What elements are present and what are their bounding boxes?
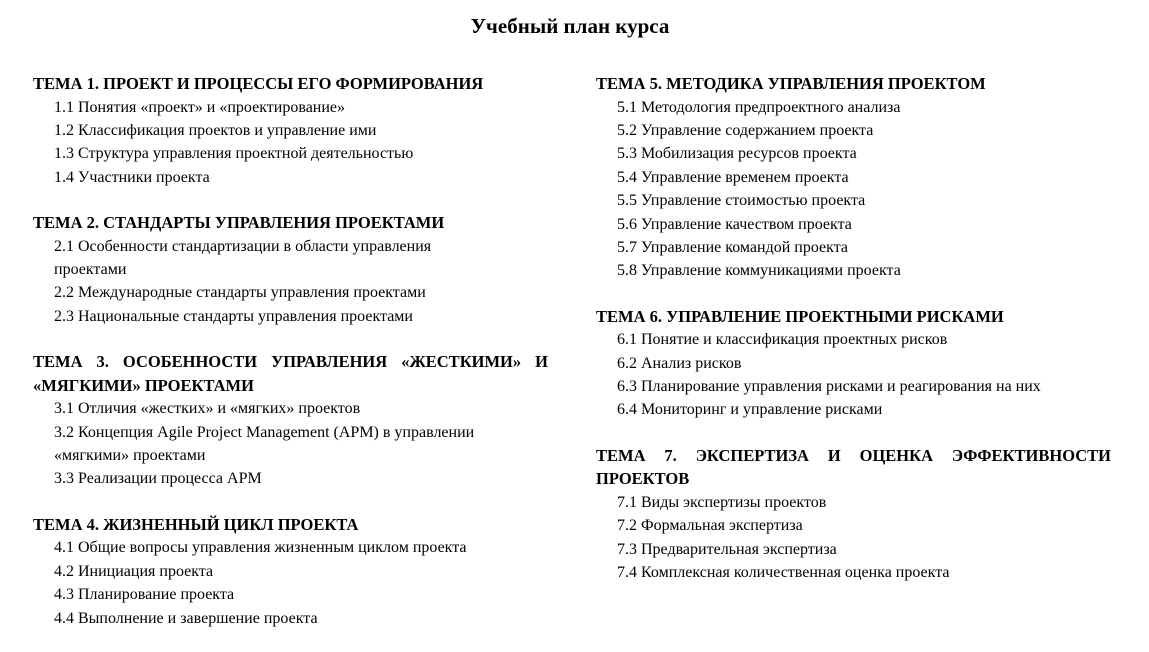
topic-item: 6.1 Понятие и классификация проектных рисков: [617, 331, 948, 349]
topic-item: 3.2 Концепция Agile Project Management (APM) в управлении «мягкими» проектами: [54, 423, 475, 465]
page-title: Учебный план курса: [470, 14, 670, 38]
topic-item: 1.3 Структура управления проектной деятельностью: [54, 145, 414, 163]
topic-items: [33, 397, 548, 491]
topic-item: 1.2 Классификация проектов и управление ими: [54, 121, 377, 139]
topic-item: 3.3 Реализации процесса APM: [54, 470, 262, 488]
topic-item: 5.4 Управление временем проекта: [617, 168, 849, 186]
topic-item: 4.4 Выполнение и завершение проекта: [54, 609, 318, 627]
topic-item: 6.4 Мониторинг и управление рисками: [617, 401, 883, 419]
topic-items: [33, 536, 548, 630]
topic-item: 6.2 Анализ рисков: [617, 354, 742, 372]
topic-5: [596, 72, 1111, 283]
topic-item: 7.3 Предварительная экспертиза: [617, 540, 837, 558]
topic-heading: ТЕМА 6. УПРАВЛЕНИЕ ПРОЕКТНЫМИ РИСКАМИ: [596, 306, 1004, 326]
topic-item: 2.3 Национальные стандарты управления проектами: [54, 307, 413, 325]
right-column: [596, 72, 1111, 607]
topic-item: 4.2 Инициация проекта: [54, 562, 214, 580]
topic-4: [33, 513, 548, 630]
topic-items: [596, 96, 1111, 283]
topic-item: 5.1 Методология предпроектного анализа: [617, 98, 901, 116]
topic-item: 1.1 Понятия «проект» и «проектирование»: [54, 98, 346, 116]
topic-item: 5.5 Управление стоимостью проекта: [617, 192, 866, 210]
topic-3: [33, 350, 548, 491]
topic-2: [33, 211, 548, 328]
topic-item: 7.4 Комплексная количественная оценка проекта: [617, 564, 950, 582]
topic-item: 2.1 Особенности стандартизации в области управления проектами: [54, 237, 432, 279]
topic-item: 5.7 Управление командой проекта: [617, 238, 848, 256]
topic-item: 2.2 Международные стандарты управления проектами: [54, 284, 426, 302]
topic-item: 4.1 Общие вопросы управления жизненным циклом проекта: [54, 539, 467, 557]
topic-heading: ТЕМА 3. ОСОБЕННОСТИ УПРАВЛЕНИЯ «ЖЕСТКИМИ» И «МЯГКИМИ» ПРОЕКТАМИ: [33, 352, 548, 395]
left-column: [33, 72, 548, 652]
topic-6: [596, 305, 1111, 422]
topic-items: [596, 491, 1111, 585]
topic-item: 5.6 Управление качеством проекта: [617, 215, 852, 233]
topic-heading: ТЕМА 2. СТАНДАРТЫ УПРАВЛЕНИЯ ПРОЕКТАМИ: [33, 213, 445, 233]
topic-item: 5.3 Мобилизация ресурсов проекта: [617, 145, 857, 163]
topic-heading: ТЕМА 5. МЕТОДИКА УПРАВЛЕНИЯ ПРОЕКТОМ: [596, 74, 986, 93]
topic-item: 5.8 Управление коммуникациями проекта: [617, 262, 901, 280]
topic-item: 1.4 Участники проекта: [54, 168, 210, 186]
topic-items: [33, 96, 548, 190]
topic-item: 7.2 Формальная экспертиза: [617, 517, 803, 535]
topic-item: 3.1 Отличия «жестких» и «мягких» проектов: [54, 400, 361, 418]
topic-item: 5.2 Управление содержанием проекта: [617, 121, 874, 139]
topic-7: [596, 444, 1111, 585]
topic-items: [33, 235, 548, 329]
topic-1: [33, 72, 548, 189]
topic-items: [596, 328, 1111, 422]
topic-item: 7.1 Виды экспертизы проектов: [617, 493, 827, 511]
topic-item: 6.3 Планирование управления рисками и реагирования на них: [617, 378, 1041, 396]
topic-heading: ТЕМА 7. ЭКСПЕРТИЗА И ОЦЕНКА ЭФФЕКТИВНОСТИ ПРОЕКТОВ: [596, 445, 1111, 489]
topic-item: 4.3 Планирование проекта: [54, 586, 235, 604]
topic-heading: ТЕМА 4. ЖИЗНЕННЫЙ ЦИКЛ ПРОЕКТА: [33, 514, 359, 534]
topic-heading: ТЕМА 1. ПРОЕКТ И ПРОЦЕССЫ ЕГО ФОРМИРОВАНИЯ: [33, 74, 484, 93]
